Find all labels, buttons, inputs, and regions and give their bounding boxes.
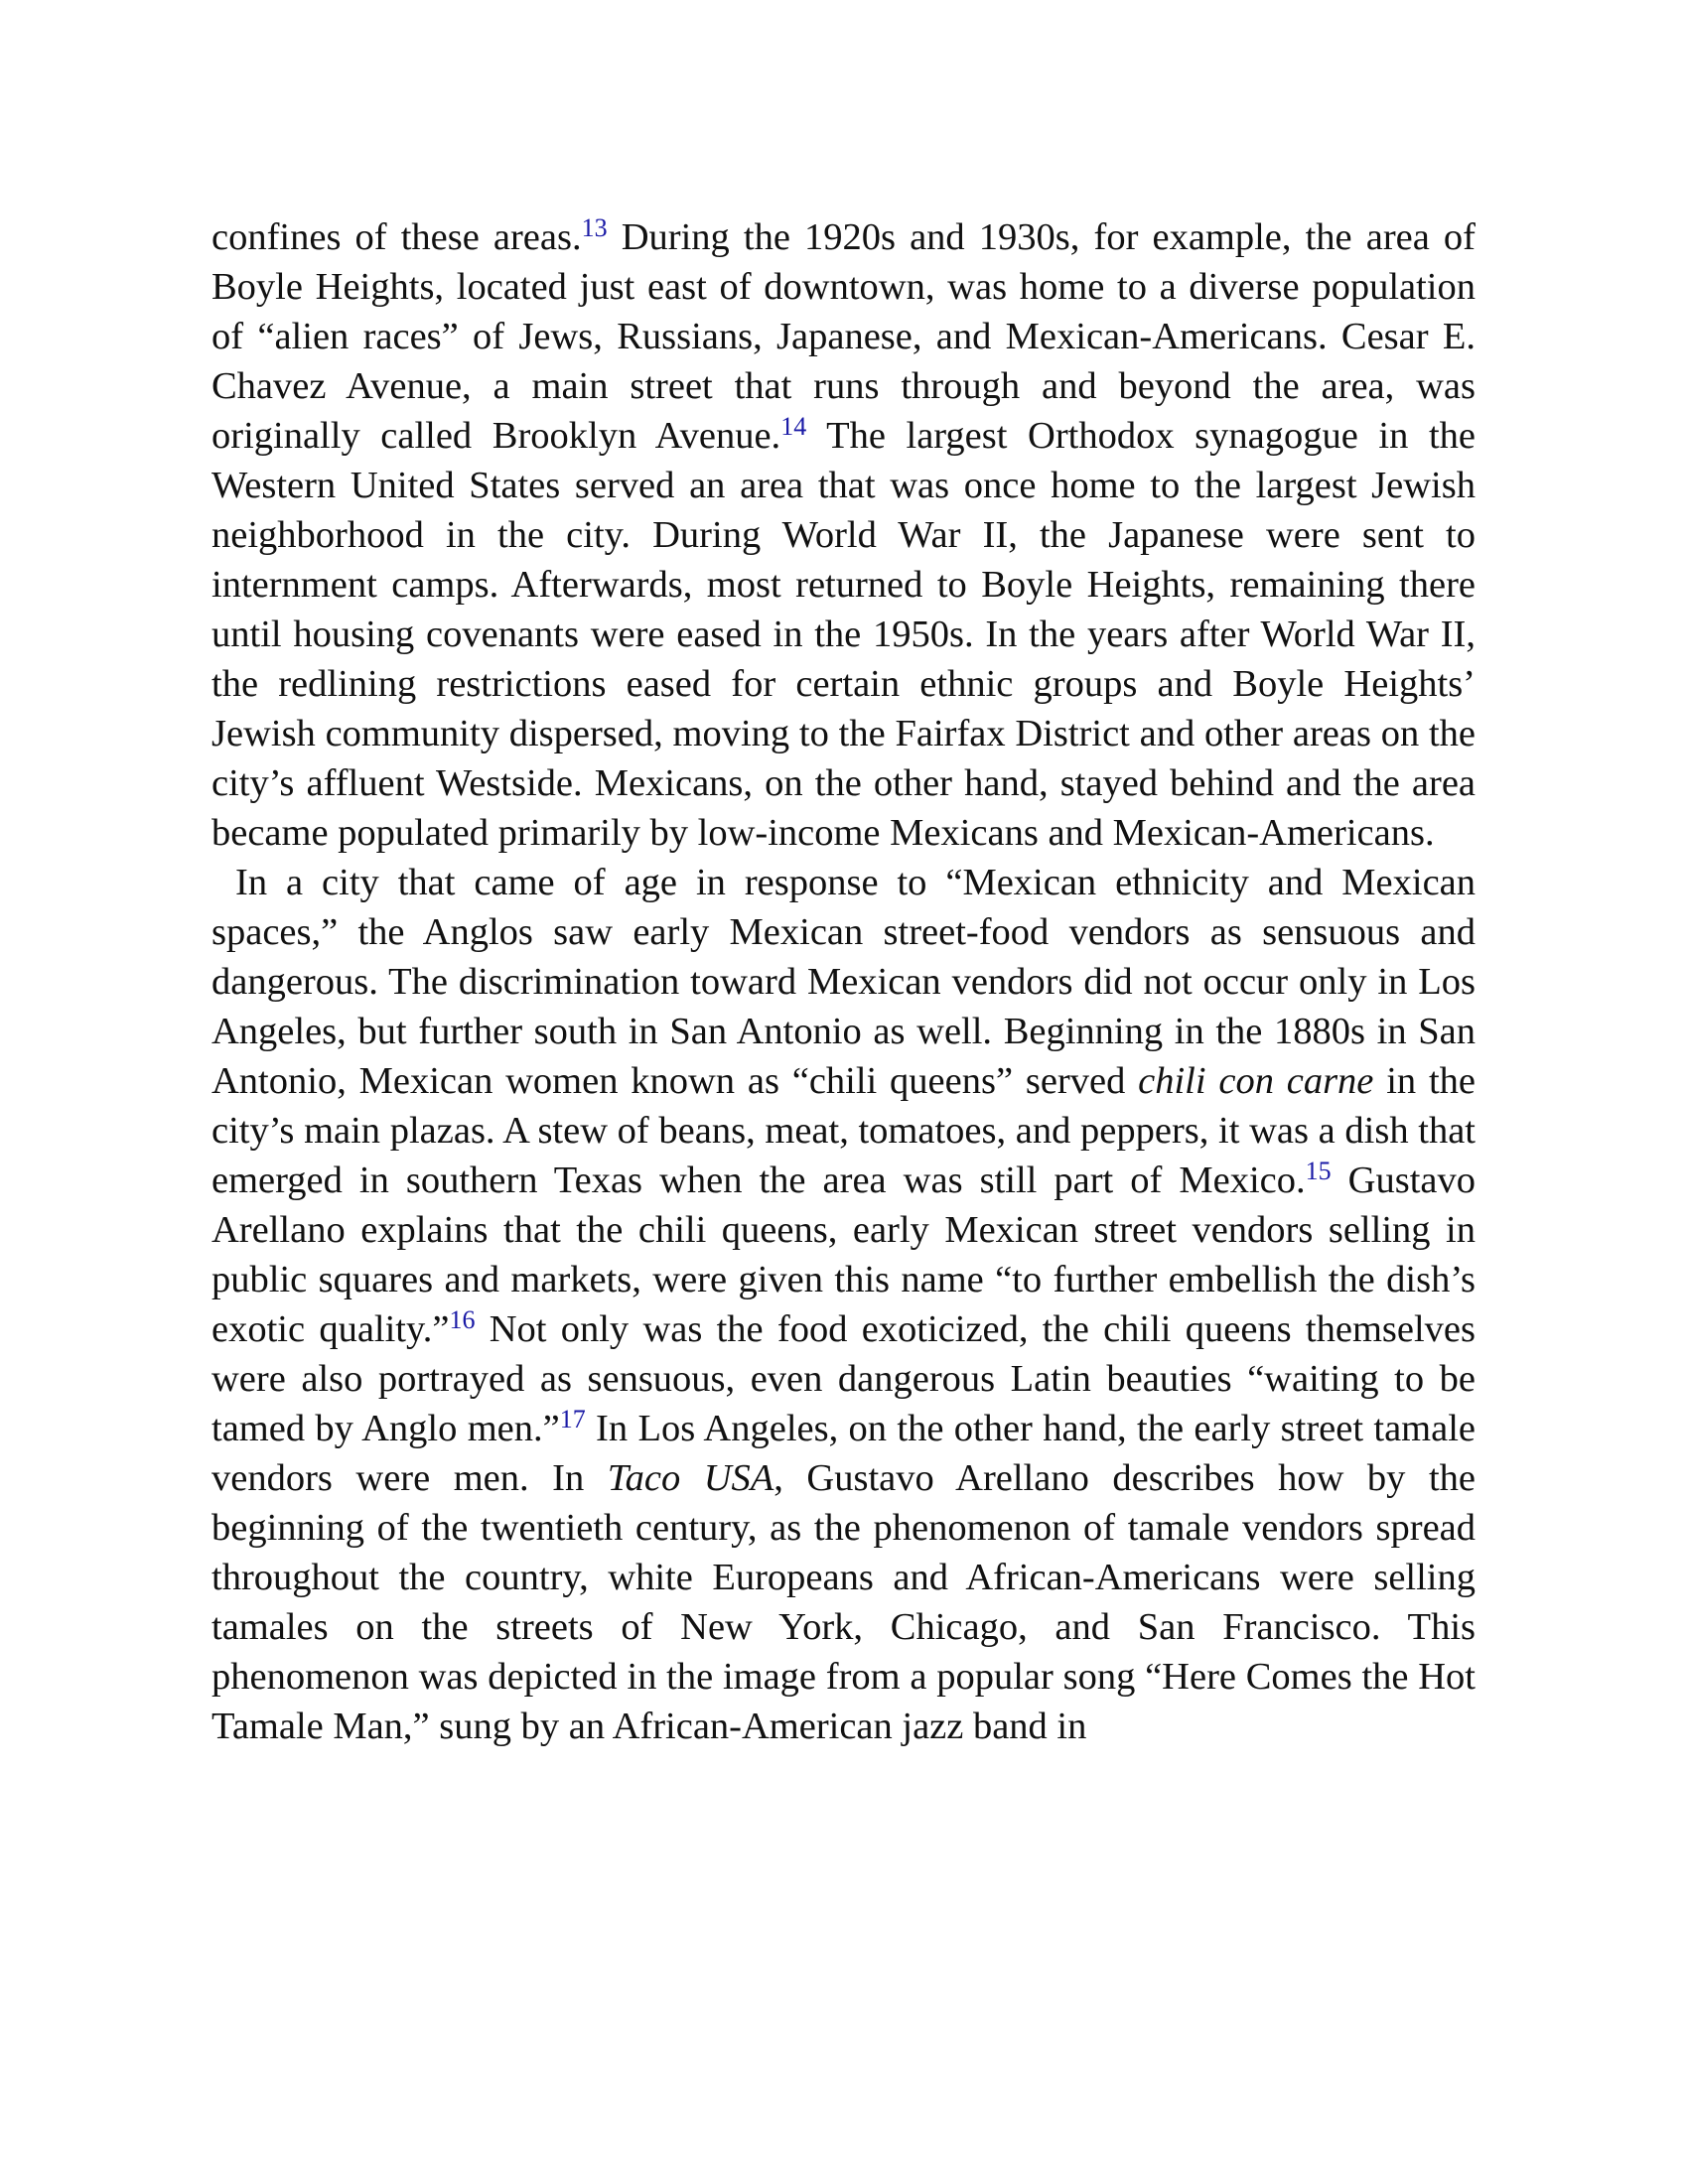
text-run: Gustavo Arellano explains that the chili queens, early Mexican street vendors selling in public squares and markets, were given this name “to further embellish the dish’s exotic quality.” [211, 1160, 1476, 1350]
paragraph-boyle-heights [211, 212, 1476, 858]
footnote-link-15[interactable]: 15 [1305, 1157, 1332, 1185]
paragraph-chili-queens [211, 858, 1476, 1751]
footnote-link-14[interactable]: 14 [780, 412, 807, 441]
text-run: In a city that came of age in response to “Mexican ethnicity and Mexican spaces,” the Anglos saw early Mexican street-food vendors as sensuous and dangerous. The discrimination toward Mexican vendors did not occur only in Los Angeles, but further south in San Antonio as well. Beginning in the 1880s in San Antonio, Mexican women known as “chili queens” served [211, 862, 1476, 1102]
footnote-link-16[interactable]: 16 [449, 1305, 476, 1334]
footnote-link-17[interactable]: 17 [559, 1405, 586, 1433]
page-body [211, 212, 1476, 1751]
text-run: Not only was the food exoticized, the chili queens themselves were also portrayed as sensuous, even dangerous Latin beauties “waiting to be tamed by Anglo men.” [211, 1308, 1476, 1449]
text-run: confines of these areas. [211, 216, 582, 258]
text-run: in the city’s main plazas. A stew of beans, meat, tomatoes, and peppers, it was a dish that emerged in southern Texas when the area was still part of Mexico. [211, 1060, 1476, 1201]
text-run: The largest Orthodox synagogue in the Western United States served an area that was once home to the largest Jewish neighborhood in the city. During World War II, the Japanese were sent to internment camps. Afterwards, most returned to Boyle Heights, remaining there until housing covenants were eased in the 1950s. In the years after World War II, the redlining restrictions eased for certain ethnic groups and Boyle Heights’ Jewish community dispersed, moving to the Fairfax District and other areas on the city’s affluent Westside. Mexicans, on the other hand, stayed behind and the area became populated primarily by low-income Mexicans and Mexican-Americans. [211, 415, 1476, 854]
footnote-link-13[interactable]: 13 [581, 213, 608, 242]
italic-term-chili-con-carne: chili con carne [1138, 1060, 1374, 1102]
text-run: , Gustavo Arellano describes how by the beginning of the twentieth century, as the phenomenon of tamale vendors spread throughout the country, white Europeans and African-Americans were selling tamales on the streets of New York, Chicago, and San Francisco. This phenomenon was depicted in the image from a popular song “Here Comes the Hot Tamale Man,” sung by an African-American jazz band in [211, 1457, 1476, 1747]
text-run: In Los Angeles, on the other hand, the early street tamale vendors were men. In [211, 1408, 1476, 1499]
italic-title-taco-usa: Taco USA [607, 1457, 774, 1499]
text-run: During the 1920s and 1930s, for example, the area of Boyle Heights, located just east of downtown, was home to a diverse population of “alien races” of Jews, Russians, Japanese, and Mexican-Americans. Cesar E. Chavez Avenue, a main street that runs through and beyond the area, was originally called Brooklyn Avenue. [211, 216, 1477, 457]
